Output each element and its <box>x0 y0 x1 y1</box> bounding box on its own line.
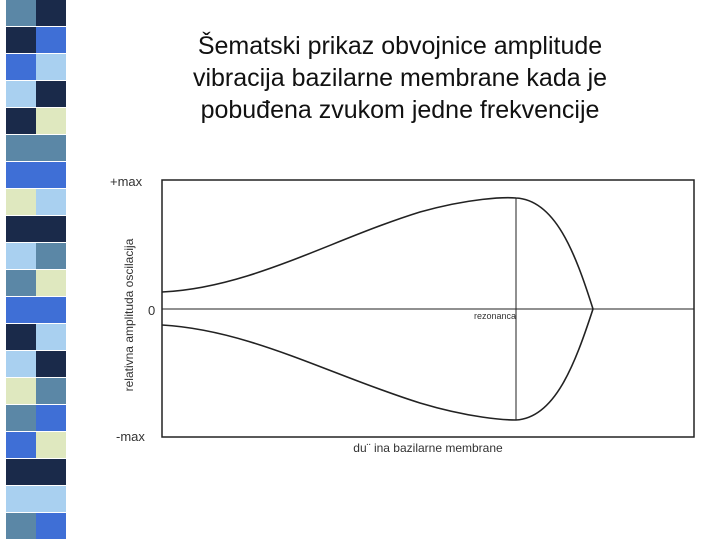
x-axis-label: du¨ ina bazilarne membrane <box>353 441 503 455</box>
y-min-label: -max <box>116 429 145 444</box>
upper-envelope-curve <box>162 198 593 309</box>
y-axis-label: relativna amplituda oscilacija <box>122 238 136 392</box>
y-zero-label: 0 <box>148 303 156 318</box>
y-max-label: +max <box>110 174 143 189</box>
resonance-label: rezonanca <box>474 311 517 321</box>
title-line-1: Šematski prikaz obvojnice amplitude <box>197 32 603 60</box>
lower-envelope-curve <box>162 309 593 420</box>
title-line-3: pobuđena zvukom jedne frekvencije <box>200 96 600 124</box>
title-line-2: vibracija bazilarne membrane kada je <box>192 64 608 92</box>
